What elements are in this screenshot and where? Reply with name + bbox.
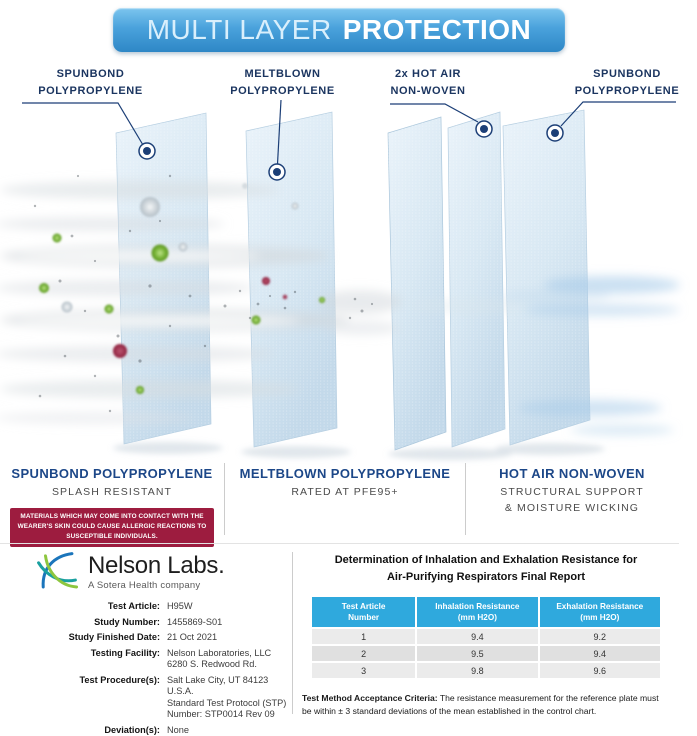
layer-sheet-meltblown [246, 112, 337, 447]
section-divider [0, 543, 679, 544]
cell: 1 [312, 629, 415, 644]
cell: 2 [312, 646, 415, 661]
layer-sheet-hot-air-1 [388, 117, 446, 450]
banner-title-bold: PROTECTION [343, 14, 532, 46]
desc-meltblown-subtitle: RATED AT PFE95+ [225, 485, 465, 501]
cell: 3 [312, 663, 415, 678]
acceptance-criteria-note [300, 692, 672, 718]
report-title: Determination of Inhalation and Exhalation Resistance for Air-Purifying Respirators Final Report [300, 552, 672, 586]
detail-value: None [167, 725, 290, 736]
resistance-results-table [310, 595, 662, 680]
cell: 9.4 [540, 646, 660, 661]
acceptance-criteria-label: Test Method Acceptance Criteria: [302, 693, 438, 703]
acceptance-criteria-text: The resistance measurement for the reference plate must be within ± 3 standard deviations of the mean established in the control chart. [302, 693, 659, 716]
table-row [312, 663, 660, 678]
nelson-labs-logo-icon [34, 549, 80, 595]
detail-value: 1455869-S01 [167, 617, 290, 629]
desc-meltblown [225, 458, 465, 542]
desc-hot-air [466, 458, 678, 542]
detail-value: Salt Lake City, UT 84123 U.S.A. Standard Test Protocol (STP) Number: STP0014 Rev 09 [167, 675, 290, 721]
layer-descriptions [0, 458, 679, 542]
lab-name: Nelson Labs. [88, 553, 225, 578]
detail-label: Test Article: [10, 601, 160, 613]
cell: 9.5 [417, 646, 537, 661]
nelson-labs-logo [10, 546, 290, 598]
lab-tagline: A Sotera Health company [88, 580, 225, 591]
detail-label: Study Number: [10, 617, 160, 629]
desc-hot-air-title: HOT AIR NON-WOVEN [466, 466, 678, 481]
col-header-inhalation: Inhalation Resistance (mm H2O) [417, 597, 537, 627]
desc-spunbond [0, 458, 224, 542]
detail-label: Testing Facility: [10, 648, 160, 671]
detail-value: 21 Oct 2021 [167, 632, 290, 644]
layer-label-meltblown: MELTBLOWN POLYPROPYLENE [210, 66, 355, 99]
cell: 9.8 [417, 663, 537, 678]
detail-value: H95W [167, 601, 290, 613]
cell: 9.6 [540, 663, 660, 678]
title-banner [113, 8, 565, 52]
layers-illustration [0, 56, 679, 460]
desc-hot-air-subtitle: STRUCTURAL SUPPORT & MOISTURE WICKING [466, 485, 678, 517]
col-header-exhalation: Exhalation Resistance (mm H2O) [540, 597, 660, 627]
table-header-row [312, 597, 660, 627]
layer-label-spunbond-outer: SPUNBOND POLYPROPYLENE [18, 66, 163, 99]
detail-label: Study Finished Date: [10, 632, 160, 644]
desc-spunbond-title: SPUNBOND POLYPROPYLENE [0, 466, 224, 481]
study-details-list [10, 601, 290, 736]
particle-crimson [113, 344, 127, 358]
detail-label: Deviation(s): [10, 725, 160, 736]
layer-sheet-hot-air-2 [448, 112, 505, 447]
report-column-divider [292, 552, 293, 714]
report-results-panel [300, 552, 672, 718]
allergy-warning-box: MATERIALS WHICH MAY COME INTO CONTACT WITH THE WEARER'S SKIN COULD CAUSE ALLERGIC REACTIONS TO SUSCEPTIBLE INDIVIDUALS. [10, 508, 214, 547]
table-row [312, 646, 660, 661]
desc-spunbond-subtitle: SPLASH RESISTANT [0, 485, 224, 501]
particle-green [152, 245, 169, 262]
table-row [312, 629, 660, 644]
cell: 9.4 [417, 629, 537, 644]
banner-title-light: MULTI LAYER [147, 14, 332, 46]
lab-details-panel [10, 546, 290, 736]
detail-value: Nelson Laboratories, LLC 6280 S. Redwood Rd. [167, 648, 290, 671]
layer-label-hot-air: 2x HOT AIR NON-WOVEN [368, 66, 488, 99]
desc-meltblown-title: MELTBLOWN POLYPROPYLENE [225, 466, 465, 481]
col-header-test-article: Test Article Number [312, 597, 415, 627]
detail-label: Test Procedure(s): [10, 675, 160, 721]
cell: 9.2 [540, 629, 660, 644]
layer-label-spunbond-inner: SPUNBOND POLYPROPYLENE [557, 66, 697, 99]
